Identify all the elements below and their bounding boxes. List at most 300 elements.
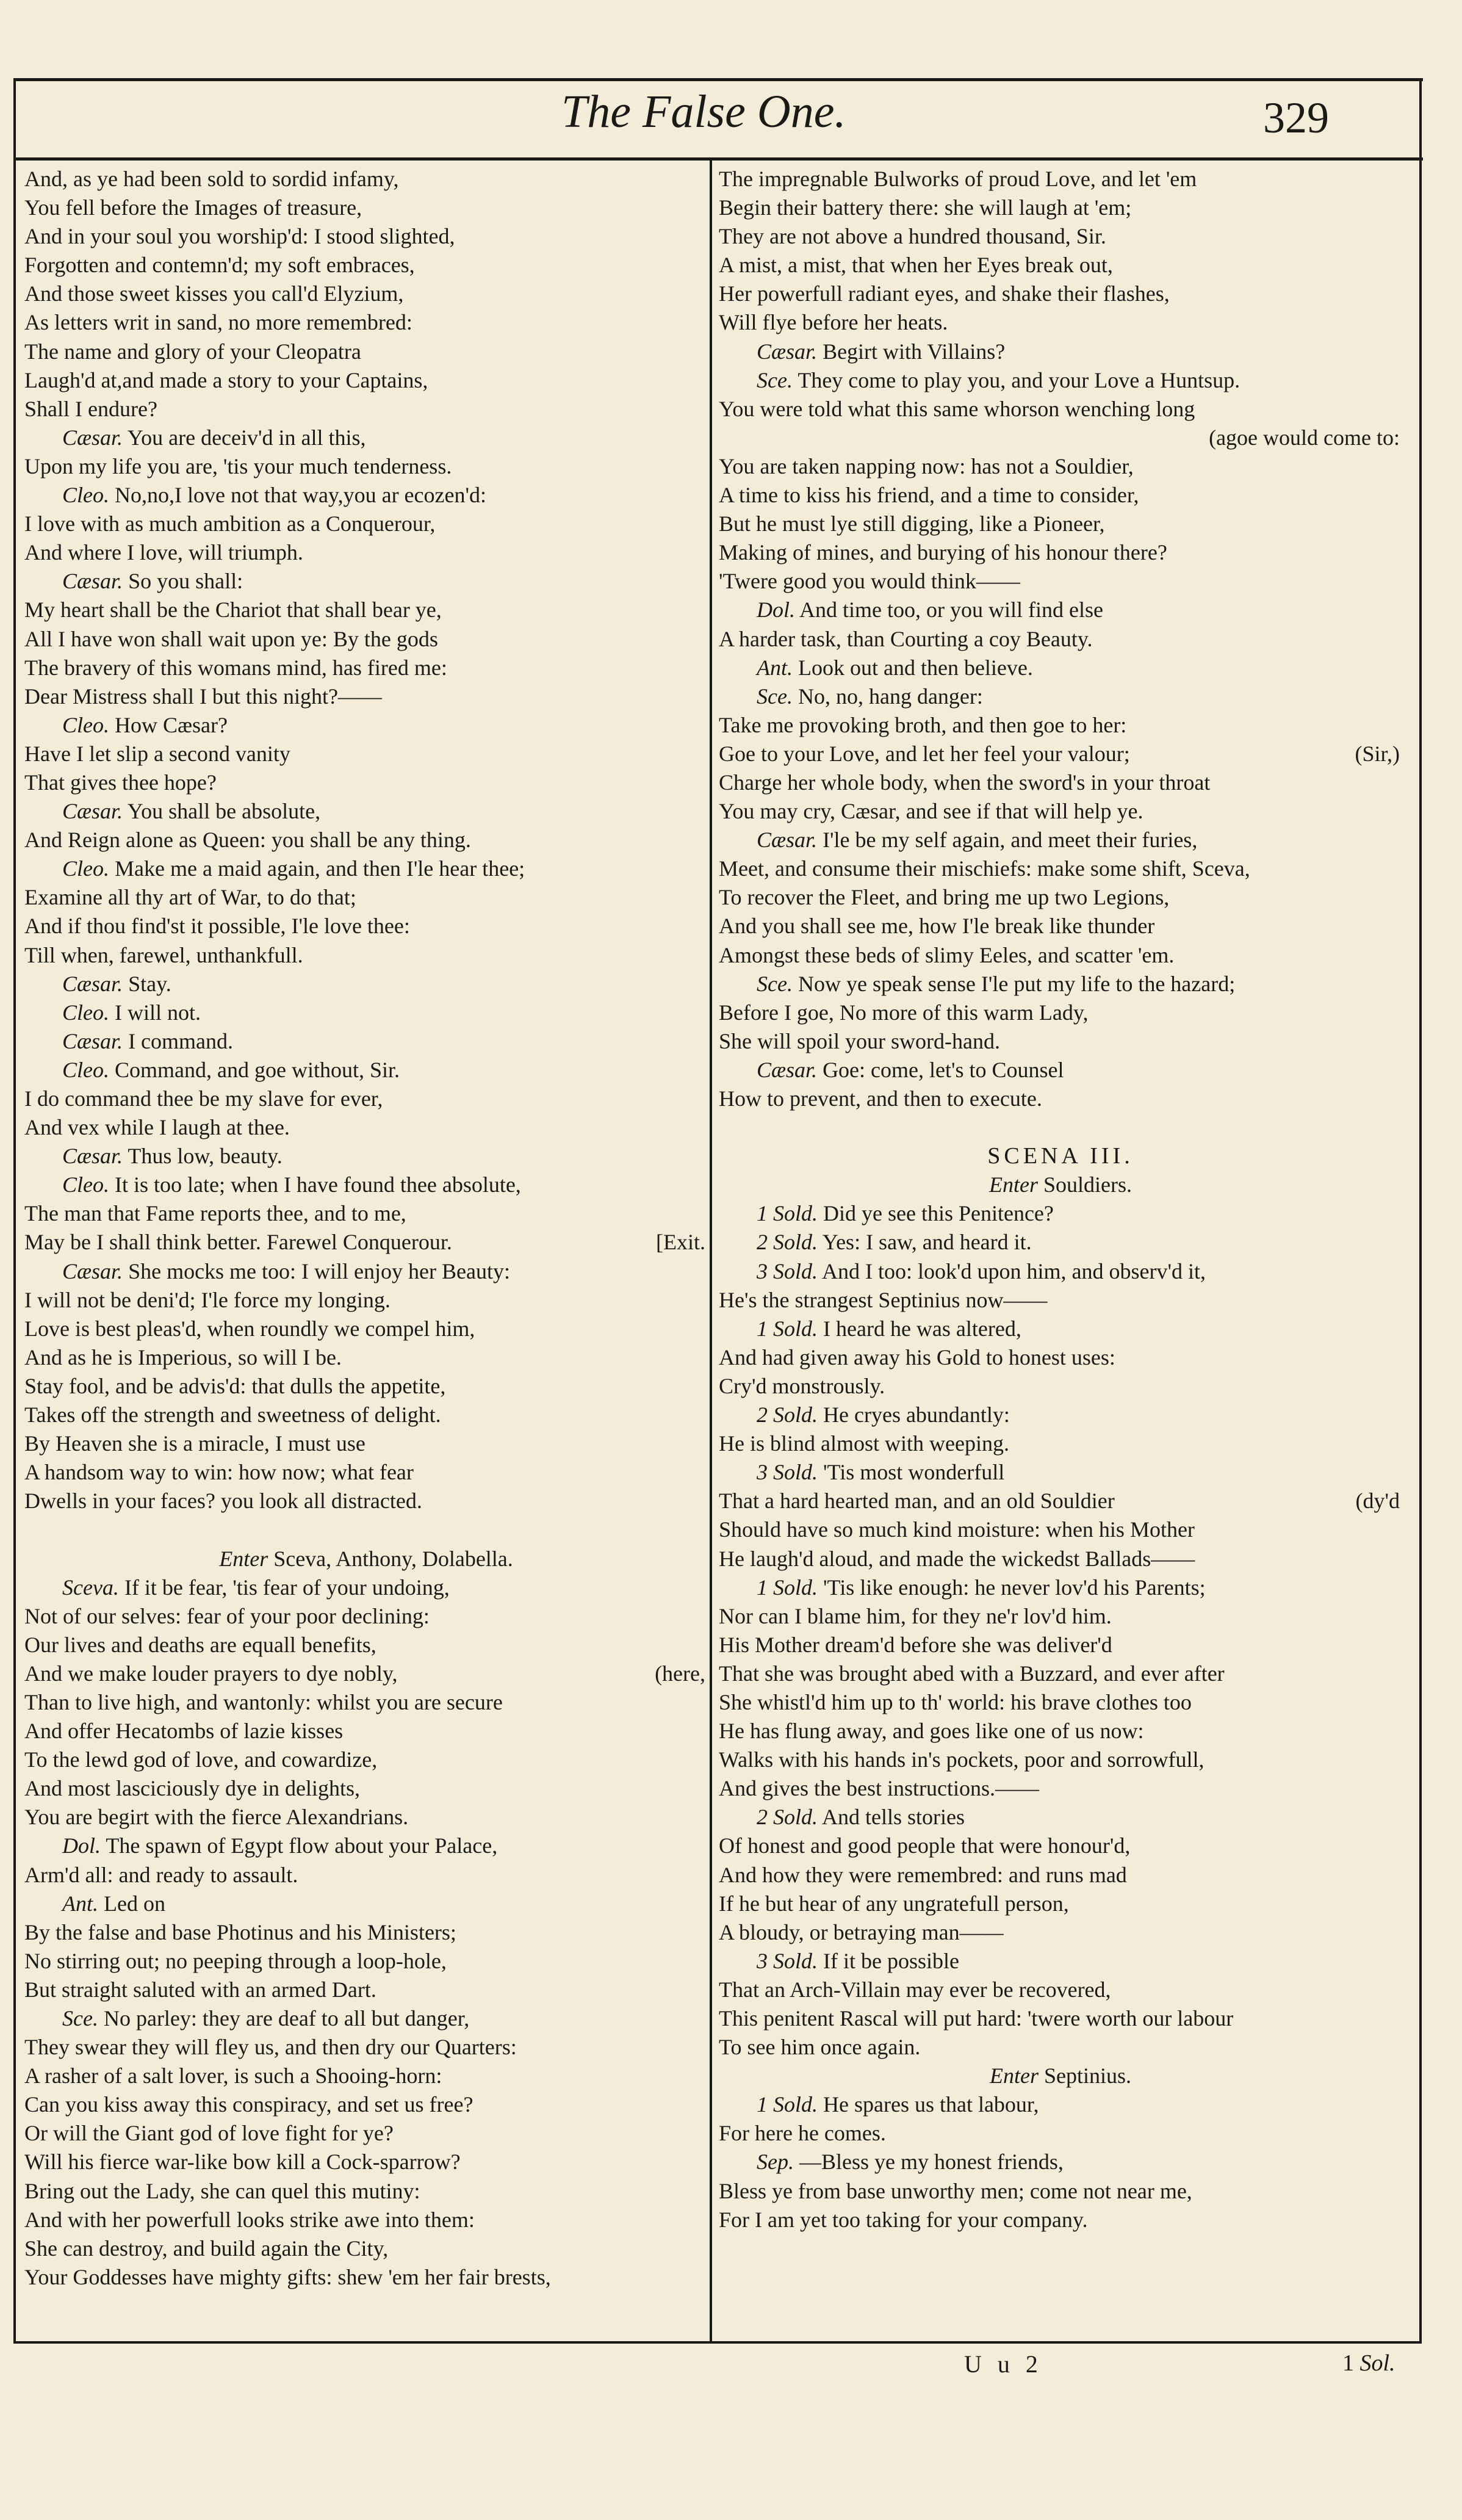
- verse-line: [719, 1545, 1402, 1573]
- verse-line: [24, 165, 708, 193]
- verse-line: [24, 1401, 708, 1429]
- line-text: No parley: they are deaf to all but danger,: [103, 2006, 470, 2031]
- verse-line: [24, 1027, 708, 1056]
- line-text: Yes: I saw, and heard it.: [822, 1230, 1032, 1255]
- catchword-text: Sol.: [1359, 2350, 1395, 2376]
- line-text: That an Arch-Villain may ever be recovered,: [719, 1977, 1111, 2002]
- speaker-name: Cæsar.: [757, 828, 818, 853]
- page-number: 329: [1263, 93, 1329, 142]
- line-text: If he but hear of any ungratefull person,: [719, 1891, 1069, 1916]
- verse-line: [719, 1832, 1402, 1860]
- verse-line: [24, 1343, 708, 1372]
- line-text: And tells stories: [822, 1805, 965, 1830]
- line-text: Shall I endure?: [24, 396, 157, 421]
- verse-line: [24, 424, 708, 452]
- enter-direction: Enter: [989, 1172, 1038, 1197]
- line-text: Now ye speak sense I'le put my life to the hazard;: [798, 971, 1236, 996]
- line-text: You fell before the Images of treasure,: [24, 195, 362, 220]
- signature-mark: U u 2: [964, 2350, 1043, 2378]
- speaker-name: Ant.: [62, 1891, 98, 1916]
- verse-line: [24, 1487, 708, 1515]
- line-text: Take me provoking broth, and then goe to her:: [719, 712, 1127, 737]
- line-text: You are taken napping now: has not a Souldier,: [719, 453, 1134, 478]
- line-text: Her powerfull radiant eyes, and shake their flashes,: [719, 281, 1170, 306]
- verse-line: [24, 826, 708, 854]
- line-text: So you shall:: [128, 569, 243, 594]
- running-title: The False One.: [561, 86, 846, 137]
- line-text: No,no,I love not that way,you ar ecozen'd:: [115, 483, 486, 508]
- verse-line: [24, 1976, 708, 2004]
- line-text: Command, and goe without, Sir.: [115, 1057, 400, 1082]
- verse-line: [24, 1659, 708, 1688]
- line-text: And as he is Imperious, so will I be.: [24, 1345, 342, 1370]
- line-text: Meet, and consume their mischiefs: make some shift, Sceva,: [719, 856, 1250, 881]
- verse-line: [719, 682, 1402, 711]
- verse-line: [24, 1803, 708, 1832]
- verse-line: [719, 2004, 1402, 2033]
- verse-line: [719, 1199, 1402, 1228]
- speaker-name: 2 Sold.: [757, 1403, 818, 1428]
- line-text: Till when, farewel, unthankfull.: [24, 942, 303, 967]
- line-text: They are not above a hundred thousand, Sir.: [719, 224, 1106, 249]
- verse-line: [719, 1401, 1402, 1429]
- speaker-name: Sce.: [757, 367, 793, 392]
- verse-line: [24, 854, 708, 883]
- line-text: Dear Mistress shall I but this night?——: [24, 684, 382, 709]
- speaker-name: 1 Sold.: [757, 1575, 818, 1600]
- line-text: That gives thee hope?: [24, 770, 217, 795]
- line-text: Have I let slip a second vanity: [24, 741, 290, 766]
- line-text: And how they were remembred: and runs mad: [719, 1862, 1127, 1887]
- line-text: By the false and base Photinus and his Ministers;: [24, 1919, 456, 1944]
- verse-line: [24, 1573, 708, 1602]
- verse-line: [24, 1056, 708, 1085]
- verse-line: [24, 2177, 708, 2206]
- verse-line: [719, 1602, 1402, 1631]
- verse-line: [719, 567, 1402, 596]
- line-text: And had given away his Gold to honest uses:: [719, 1345, 1115, 1370]
- line-text: Goe to your Love, and let her feel your valour;: [719, 741, 1130, 766]
- line-text: If it be fear, 'tis fear of your undoing,: [124, 1575, 450, 1600]
- line-text: The bravery of this womans mind, has fired me:: [24, 655, 447, 680]
- line-text: A rasher of a salt lover, is such a Shooing-horn:: [24, 2063, 442, 2089]
- line-text: Septinius.: [1043, 2063, 1131, 2089]
- verse-line: [719, 452, 1402, 481]
- line-text: The spawn of Egypt flow about your Palace,: [106, 1833, 498, 1858]
- verse-line: [719, 740, 1402, 768]
- verse-line: [24, 1861, 708, 1890]
- line-text: He has flung away, and goes like one of us now:: [719, 1719, 1144, 1744]
- turnover-text: (Sir,): [1355, 741, 1400, 766]
- verse-line: [719, 711, 1402, 740]
- line-text: I command.: [128, 1028, 234, 1053]
- stage-direction-line: [719, 2062, 1402, 2090]
- verse-line: [719, 308, 1402, 337]
- verse-line: [24, 1688, 708, 1717]
- verse-line: [24, 222, 708, 251]
- verse-line: [24, 1286, 708, 1315]
- line-text: Dwells in your faces? you look all distracted.: [24, 1489, 422, 1514]
- verse-line: [719, 1458, 1402, 1487]
- speaker-name: Cæsar.: [62, 1028, 123, 1053]
- line-text: You shall be absolute,: [127, 799, 321, 824]
- line-text: I love with as much ambition as a Conquerour,: [24, 511, 436, 536]
- speaker-name: Cleo.: [62, 1057, 109, 1082]
- verse-line: [24, 538, 708, 567]
- catchword-number: 1: [1342, 2350, 1354, 2376]
- turnover-text: (here,: [655, 1661, 705, 1686]
- line-text: Can you kiss away this conspiracy, and set us free?: [24, 2092, 474, 2117]
- verse-line: [24, 768, 708, 797]
- line-text: Stay fool, and be advis'd: that dulls the appetite,: [24, 1373, 446, 1398]
- line-text: Not of our selves: fear of your poor declining:: [24, 1603, 430, 1628]
- line-text: Should have so much kind moisture: when his Mother: [719, 1517, 1195, 1542]
- verse-line: [719, 1976, 1402, 2004]
- verse-line: [24, 1774, 708, 1803]
- stage-direction-line: [719, 1142, 1402, 1171]
- verse-line: [24, 481, 708, 510]
- line-text: And time too, or you will find else: [799, 598, 1103, 623]
- line-text: As letters writ in sand, no more remembred:: [24, 310, 412, 335]
- verse-line: [24, 338, 708, 366]
- verse-line: [24, 1746, 708, 1774]
- verse-line: [24, 883, 708, 912]
- verse-line: [24, 1602, 708, 1631]
- verse-line: [719, 1803, 1402, 1832]
- line-text: All I have won shall wait upon ye: By the gods: [24, 626, 438, 651]
- line-text: I will not.: [115, 1000, 201, 1025]
- verse-line: [24, 1458, 708, 1487]
- line-text: You are deceiv'd in all this,: [127, 425, 366, 450]
- line-text: You are begirt with the fierce Alexandrians.: [24, 1805, 409, 1830]
- verse-line: [24, 797, 708, 826]
- verse-line: [24, 251, 708, 280]
- speaker-name: 1 Sold.: [757, 1201, 818, 1226]
- verse-line: [719, 338, 1402, 366]
- verse-line: [719, 1257, 1402, 1286]
- frame-right: [1419, 79, 1422, 2344]
- verse-line: [24, 308, 708, 337]
- line-text: Souldiers.: [1043, 1172, 1132, 1197]
- speaker-name: Ant.: [757, 655, 793, 680]
- line-text: How to prevent, and then to execute.: [719, 1086, 1042, 1111]
- speaker-name: 2 Sold.: [757, 1230, 818, 1255]
- line-text: I heard he was altered,: [823, 1316, 1021, 1341]
- speaker-name: Dol.: [757, 598, 795, 623]
- line-text: He cryes abundantly:: [823, 1403, 1010, 1428]
- verse-line: [719, 1631, 1402, 1659]
- verse-line: [24, 366, 708, 395]
- verse-line: [24, 654, 708, 682]
- header-rule-bottom: [13, 157, 1423, 161]
- line-text: 'Tis like enough: he never lov'd his Parents;: [823, 1575, 1206, 1600]
- verse-line: [24, 1832, 708, 1860]
- verse-line: [719, 2206, 1402, 2234]
- line-text: She whistl'd him up to th' world: his brave clothes too: [719, 1689, 1192, 1714]
- line-text: He spares us that labour,: [823, 2092, 1039, 2117]
- stage-direction-line: [719, 1171, 1402, 1199]
- line-text: The name and glory of your Cleopatra: [24, 339, 361, 364]
- line-text: Takes off the strength and sweetness of delight.: [24, 1403, 441, 1428]
- blank-line: [719, 1113, 1402, 1142]
- verse-line: [719, 510, 1402, 538]
- speaker-name: Cleo.: [62, 856, 109, 881]
- verse-line: [719, 912, 1402, 940]
- verse-line: [24, 395, 708, 424]
- verse-line: [719, 538, 1402, 567]
- verse-line: [24, 1947, 708, 1976]
- line-text: Of honest and good people that were honour'd,: [719, 1833, 1131, 1858]
- line-text: Sceva, Anthony, Dolabella.: [273, 1546, 513, 1571]
- line-text: My heart shall be the Chariot that shall bear ye,: [24, 598, 442, 623]
- line-text: You may cry, Cæsar, and see if that will help ye.: [719, 799, 1143, 824]
- verse-line: [24, 1429, 708, 1458]
- verse-line: [719, 970, 1402, 998]
- left-column: [24, 165, 708, 2292]
- speaker-name: Sce.: [62, 2006, 98, 2031]
- verse-line: [719, 222, 1402, 251]
- verse-line: [24, 193, 708, 222]
- verse-line: [719, 1717, 1402, 1746]
- verse-line: [24, 2148, 708, 2176]
- verse-line: [719, 654, 1402, 682]
- verse-line: [24, 1890, 708, 1918]
- line-text: I do command thee be my slave for ever,: [24, 1086, 383, 1111]
- speaker-name: 3 Sold.: [757, 1948, 818, 1973]
- line-text: No, no, hang danger:: [798, 684, 983, 709]
- stage-direction-line: [24, 1545, 708, 1573]
- line-text: Cry'd monstrously.: [719, 1373, 885, 1398]
- line-text: How Cæsar?: [115, 712, 228, 737]
- speaker-name: 3 Sold.: [757, 1460, 818, 1485]
- verse-line: [719, 768, 1402, 797]
- speaker-name: Cæsar.: [62, 971, 123, 996]
- speaker-name: Cæsar.: [62, 569, 123, 594]
- verse-line: [719, 1228, 1402, 1257]
- verse-line: [719, 1947, 1402, 1976]
- verse-line: [24, 941, 708, 970]
- line-text: Begin their battery there: she will laugh at 'em;: [719, 195, 1132, 220]
- line-text: SCENA III.: [987, 1143, 1134, 1169]
- verse-line: [24, 1717, 708, 1746]
- verse-line: [24, 452, 708, 481]
- line-text: Thus low, beauty.: [128, 1144, 283, 1169]
- speaker-name: 1 Sold.: [757, 2092, 818, 2117]
- line-text: Stay.: [128, 971, 171, 996]
- line-text: That she was brought abed with a Buzzard, and ever after: [719, 1661, 1225, 1686]
- line-text: You were told what this same whorson wenching long: [719, 396, 1195, 421]
- line-text: He laugh'd aloud, and made the wickedst Ballads——: [719, 1546, 1195, 1571]
- verse-line: [24, 998, 708, 1027]
- verse-line: [24, 625, 708, 654]
- speaker-name: 1 Sold.: [757, 1316, 818, 1341]
- verse-line: [719, 625, 1402, 654]
- line-text: And vex while I laugh at thee.: [24, 1115, 290, 1140]
- line-text: And, as ye had been sold to sordid infamy,: [24, 167, 399, 191]
- line-text: Begirt with Villains?: [823, 339, 1006, 364]
- verse-line: [719, 854, 1402, 883]
- line-text: Or will the Giant god of love fight for ye?: [24, 2121, 394, 2146]
- speaker-name: Cæsar.: [62, 1258, 123, 1283]
- verse-line: [24, 2062, 708, 2090]
- line-text: A handsom way to win: how now; what fear: [24, 1460, 414, 1485]
- line-text: For here he comes.: [719, 2121, 886, 2146]
- turnover-text: (dy'd: [1355, 1489, 1400, 1514]
- line-text: Nor can I blame him, for they ne'r lov'd him.: [719, 1603, 1112, 1628]
- verse-line: [24, 2090, 708, 2119]
- line-text: And with her powerfull looks strike awe into them:: [24, 2207, 475, 2232]
- line-text: No stirring out; no peeping through a loop-hole,: [24, 1948, 447, 1973]
- line-text: Bless ye from base unworthy men; come not near me,: [719, 2178, 1192, 2203]
- line-text: 'Twere good you would think——: [719, 569, 1020, 594]
- verse-line: [719, 2119, 1402, 2148]
- line-text: May be I shall think better. Farewel Conquerour.: [24, 1230, 452, 1255]
- line-text: His Mother dream'd before she was deliver'd: [719, 1632, 1112, 1657]
- line-text: And offer Hecatombs of lazie kisses: [24, 1719, 344, 1744]
- speaker-name: Cæsar.: [62, 1144, 123, 1169]
- line-text: Than to live high, and wantonly: whilst you are secure: [24, 1689, 503, 1714]
- verse-line: [719, 941, 1402, 970]
- verse-line: [719, 1573, 1402, 1602]
- line-text: Our lives and deaths are equall benefits,: [24, 1632, 376, 1657]
- line-text: If it be possible: [823, 1948, 959, 1973]
- line-text: For I am yet too taking for your company.: [719, 2207, 1088, 2232]
- verse-line: [24, 2119, 708, 2148]
- line-text: A harder task, than Courting a coy Beauty.: [719, 626, 1093, 651]
- verse-line: [24, 2033, 708, 2062]
- line-text: The impregnable Bulworks of proud Love, and let 'em: [719, 167, 1197, 191]
- verse-line: [24, 1142, 708, 1171]
- line-text: She can destroy, and build again the City,: [24, 2236, 389, 2261]
- verse-line: [719, 2090, 1402, 2119]
- speaker-name: Cleo.: [62, 483, 109, 508]
- line-text: I will not be deni'd; I'le force my longing.: [24, 1287, 391, 1312]
- line-text: And if thou find'st it possible, I'le love thee:: [24, 914, 410, 939]
- line-text: The man that Fame reports thee, and to me,: [24, 1201, 406, 1226]
- verse-line: [719, 797, 1402, 826]
- line-text: This penitent Rascal will put hard: 'twere worth our labour: [719, 2006, 1234, 2031]
- line-text: Amongst these beds of slimy Eeles, and scatter 'em.: [719, 942, 1175, 967]
- line-text: To recover the Fleet, and bring me up two Legions,: [719, 885, 1170, 910]
- verse-line: [719, 1515, 1402, 1544]
- verse-line: [24, 510, 708, 538]
- verse-line: [24, 682, 708, 711]
- frame-left: [13, 79, 16, 2344]
- verse-line: [719, 1286, 1402, 1315]
- speaker-name: Cæsar.: [757, 1057, 818, 1082]
- verse-line: [719, 280, 1402, 308]
- verse-line: [719, 1688, 1402, 1717]
- line-text: Did ye see this Penitence?: [823, 1201, 1054, 1226]
- verse-line: [719, 1861, 1402, 1890]
- verse-line: [24, 2206, 708, 2234]
- verse-line: [719, 2033, 1402, 2062]
- verse-line: [24, 2263, 708, 2292]
- verse-line: [719, 1429, 1402, 1458]
- line-text: A time to kiss his friend, and a time to consider,: [719, 483, 1139, 508]
- line-text: Before I goe, No more of this warm Lady,: [719, 1000, 1089, 1025]
- line-text: I'le be my self again, and meet their furies,: [823, 828, 1198, 853]
- verse-line: [24, 1113, 708, 1142]
- line-text: And I too: look'd upon him, and observ'd it,: [822, 1258, 1206, 1283]
- verse-line: [24, 596, 708, 624]
- verse-line: [719, 2148, 1402, 2176]
- verse-line: [24, 567, 708, 596]
- line-text: Look out and then believe.: [798, 655, 1033, 680]
- verse-line: [719, 424, 1402, 452]
- verse-line: [719, 596, 1402, 624]
- line-text: He's the strangest Septinius now——: [719, 1287, 1048, 1312]
- line-text: Goe: come, let's to Counsel: [823, 1057, 1064, 1082]
- column-rule: [710, 160, 712, 2341]
- line-text: Walks with his hands in's pockets, poor and sorrowfull,: [719, 1747, 1205, 1772]
- line-text: And most lasciciously dye in delights,: [24, 1776, 360, 1801]
- line-text: And Reign alone as Queen: you shall be any thing.: [24, 828, 471, 853]
- verse-line: [24, 1631, 708, 1659]
- verse-line: [24, 2004, 708, 2033]
- line-text: Making of mines, and burying of his honour there?: [719, 540, 1167, 565]
- line-text: A bloudy, or betraying man——: [719, 1919, 1004, 1944]
- line-text: Make me a maid again, and then I'le hear thee;: [115, 856, 525, 881]
- speaker-name: Cæsar.: [757, 339, 818, 364]
- verse-line: [719, 2177, 1402, 2206]
- verse-line: [719, 1746, 1402, 1774]
- verse-line: [719, 1027, 1402, 1056]
- line-text: And those sweet kisses you call'd Elyzium,: [24, 281, 404, 306]
- enter-direction: Enter: [990, 2063, 1039, 2089]
- speaker-name: Sce.: [757, 971, 793, 996]
- verse-line: [719, 1659, 1402, 1688]
- line-text: Your Goddesses have mighty gifts: shew 'em her fair brests,: [24, 2264, 551, 2289]
- verse-line: [719, 165, 1402, 193]
- verse-line: [719, 193, 1402, 222]
- verse-line: [719, 998, 1402, 1027]
- speaker-name: Cleo.: [62, 712, 109, 737]
- line-text: To the lewd god of love, and cowardize,: [24, 1747, 378, 1772]
- line-text: Bring out the Lady, she can quel this mutiny:: [24, 2178, 420, 2203]
- verse-line: [719, 1487, 1402, 1515]
- verse-line: [24, 1372, 708, 1401]
- line-text: And where I love, will triumph.: [24, 540, 303, 565]
- verse-line: [719, 1890, 1402, 1918]
- line-text: Examine all thy art of War, to do that;: [24, 885, 356, 910]
- verse-line: [719, 1918, 1402, 1947]
- verse-line: [24, 1257, 708, 1286]
- speaker-name: Dol.: [62, 1833, 101, 1858]
- line-text: It is too late; when I have found thee absolute,: [115, 1172, 521, 1197]
- verse-line: [24, 1085, 708, 1113]
- frame-bottom: [13, 2341, 1422, 2344]
- speaker-name: Cleo.: [62, 1172, 109, 1197]
- line-text: He is blind almost with weeping.: [719, 1431, 1009, 1456]
- verse-line: [24, 740, 708, 768]
- verse-line: [24, 711, 708, 740]
- verse-line: [719, 366, 1402, 395]
- speaker-name: 2 Sold.: [757, 1805, 818, 1830]
- verse-line: [24, 1228, 708, 1257]
- line-text: And gives the best instructions.——: [719, 1776, 1039, 1801]
- verse-line: [719, 395, 1402, 424]
- speaker-name: Sep.: [757, 2150, 794, 2175]
- line-text: 'Tis most wonderfull: [823, 1460, 1005, 1485]
- verse-line: [719, 251, 1402, 280]
- line-text: Upon my life you are, 'tis your much tenderness.: [24, 453, 452, 478]
- speaker-name: Cæsar.: [62, 799, 123, 824]
- line-text: And in your soul you worship'd: I stood slighted,: [24, 224, 455, 249]
- catchword: [1342, 2350, 1395, 2377]
- line-text: —Bless ye my honest friends,: [799, 2150, 1064, 2175]
- verse-line: [24, 912, 708, 940]
